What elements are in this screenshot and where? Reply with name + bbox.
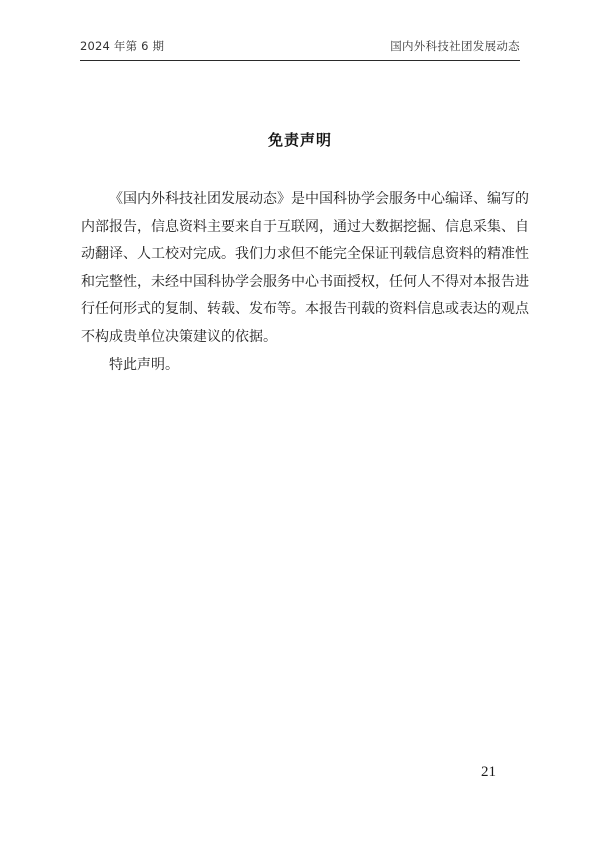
page-number: 21: [481, 764, 496, 780]
text-line: 内部报告，信息资料主要来自于互联网，通过大数据挖掘、信息采集、自: [81, 218, 529, 235]
text-line: 特此声明。: [109, 356, 179, 373]
text-line: 《国内外科技社团发展动态》是中国科协学会服务中心编译、编写的: [109, 191, 529, 207]
disclaimer-body: [81, 186, 529, 379]
text-line: 动翻译、人工校对完成。我们力求但不能完全保证刊载信息资料的精准性: [81, 246, 529, 263]
closing-statement: [81, 352, 522, 380]
text-line: 行任何形式的复制、转载、发布等。本报告刊载的资料信息或表达的观点: [81, 301, 529, 318]
running-header: [80, 38, 520, 61]
publication-title: 国内外科技社团发展动态: [390, 39, 520, 53]
text-line: 不构成贵单位决策建议的依据。: [81, 328, 277, 345]
issue-label: 2024 年第 6 期: [80, 39, 165, 53]
page-title: 免责声明: [267, 131, 332, 149]
text-line: 和完整性，未经中国科协学会服务中心书面授权，任何人不得对本报告进: [81, 273, 529, 290]
disclaimer-paragraph: [81, 186, 529, 352]
